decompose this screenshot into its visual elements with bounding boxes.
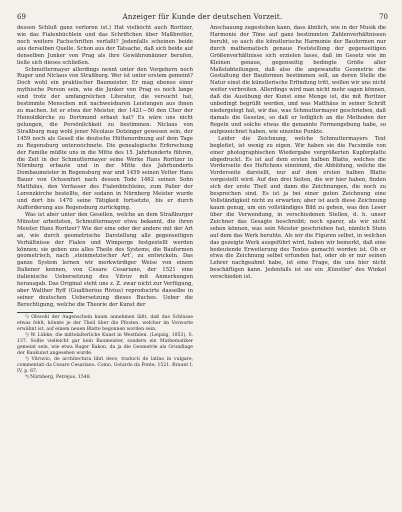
footnote-2: ²) W. Lübke, die mittelalterliche Kunst in Westfalen. (Leipzig, 1853), S. 137. Sollte vielleicht gar kein Baumeister, sondern ein Mathematiker gemeint sein, wie etwa Ruger Bakon, da ja die Geometrie als Grundlage der Baukunst angesehen wurde. <box>17 332 193 356</box>
footnotes <box>17 315 193 381</box>
right-column <box>210 25 386 503</box>
page-number-right: 70 <box>379 13 388 21</box>
page-header <box>17 12 388 22</box>
footnote-divider <box>17 312 73 313</box>
left-paragraph-1: dessen Schluß ganz verloren ist.) Hat vielleicht auch Roritzer, wie das Fialenbüchlein und das Schriftchen über Maßbretter, noch weitere Fachschriften verfaßt? Jedenfalls scheinen beide aus derselben Quelle. Schon aus der Tatsache, daß sich beide auf denselben Junker von Prag als ihre Gewährsmänner berufen, ließe sich dieses schließen. <box>17 25 193 66</box>
left-paragraph-2: Schmuttermayer allerdings nennt unter den Vorgehern noch Ruger und Niclaus von Straßburg. Wer ist unter erstem gemeint? Doch wohl ein praktischer Baumeister. Er mag ebenso einer mythische Person sein, wie die Junker von Prag es noch lange sind trotz der umfangreichen Literatur, die versucht hat, bestimmte Menschen mit nachweisbaren Leistungen aus ihnen zu machen. Ist er etwa der Meister, der 1421—50 den Chor der Heinoldkirche zu Dortmund erbaut hat? Es wäre uns nicht gelungen, die Persönlichkeit zu bestimmen. Niclaus von Straßburg mag wohl jener Nicolaus Dotzinger gewesen sein, der 1459 noch als Gesell die deutsche Hüttenordnung auf dem Tage zu Regensburg unterzeichnete. Die genealogische Erforschung der Familie müßte uns in die Mitte des 15. Jahrhunderts führen, die Zeit in der Schmuttermayer seine Werke Hans Roritzer in Nürnberg erbaute und in der Mitte des Jahrhunderts Dombaumeister in Regensburg war und 1459 seinen Vetter Hans Bauer von Ochsenfurt nach dessen Tode 1462 seinen Sohn Matthäus, den Verfasser des Fialenbüchleins, zum Palier der Lorenzkirche bestellte, der sodann in Nürnberg Meister wurde und dort bis 1470 seine Tätigkeit fortsetzte, bis er durch Aufforderung aus Regensburg zurückging. <box>17 66 193 211</box>
footnote-4: ⁴) Nürnberg, Petrejus, 1548. <box>25 374 92 380</box>
page-number-left: 69 <box>17 13 26 21</box>
left-paragraph-3: Was ist aber unter den Gesellen, welche an dem Straßburger Münster arbeiteten, Schmuttermayer etwa bekannt, die ihren Meister Hans Roritzer? Wie der eine oder der andere mit der Art an, wie durch geometrische Darstellung alle gegenseitigen Verhältnisse der Fialen und Wimperge festgestellt werden können; sie geben uns alles Theile des Systems, die Bauformen geometrisch, nach ‚steinmetzischer Art‘, zu entwickeln. Das ganze System lernen wir merkwürdiger Weise von einem Italiener kennen, von Cesare Cesariano, der 1521 eine italienische Uebersetzung des Vitruv mit Anmerkungen herausgab. Das Original steht uns z. Z. zwar nicht zur Verfügung, aber Walther Ryff (Gualtherius Rivius) reproducirte dasselbe in seiner deutschen Uebersetzung dieses Buches. Ueber die Berechtigung, welche die Theorie der Kunst der <box>17 211 193 308</box>
footnote-1: ¹) Obwohl der Augenschein kaum annehmen läßt, daß das Schlusse etwas fehlt, könnte je der Theil über die Pfosten, welcher im Vorworte erwähnt ist, auf einem neuen Blatte begonnen worden sein. <box>17 314 193 332</box>
right-paragraph-2: Leider die Zeichnung, welche Schmuttermayers Text begleitet, ist wenig zu eigen. Wir haben sie die Facsimile von einer photographischen Wiedergabe vergrößerten Kupferplatte abgedruckt. Es ist auf dem ersten halben Blatte, welches die Vorderseite des Heftchens einnimmt, die Abbildung, welche die Vorderseite darstellt, nur auf dem ersten halben Blatte vorgestellt wird. Auf den drei Seiten, die wir hier haben, finden sich der erste Theil und dann die Zeichnungen, die noch zu besprechen sind. Es ist ja bei einer guten Zeichnung eine Vollständigkeit nicht zu erwarten; aber ist auch diese Zeichnung kaum genug, um ein vollständiges Bild zu geben, was den Leser über die Verwendung, in verschiedenen Stellen, d. h. unser Zeichner das Gesagte beschreibt; noch sparer, als wir nicht sehen können, was sein Meister geschrieben hat, nämlich Stein auf dem das Werk beruhte. Als wir die Figuren selbst, in welchen das gezeigte Werk ausgeführt wird, haben wir bemerkt, daß eine bedeutende Erweiterung des Textes gemacht worden ist. Ob er etwa die Zeichnung selbst erfunden hat, oder ob er nur seinen Lehrer nachgeahmt habe, ist eine Frage, die uns hier nicht beschäftigen kann. Jedenfalls ist sie ein ‚Künstler‘ des Winkel verschieden ist. <box>210 135 386 281</box>
right-paragraph-1: Anschauung zugestehen kann, dass ähnlich, wie in der Musik die Harmonie der Töne auf ganz bestimmten Zahlenverhältnissen beruht, so auch die künstlerische Harmonie der Bauformen nur durch mathematisch genaue Feststellung der gegenseitigen Größenverhältnisse sich erzielen lasse, daß im Gesetz wie im Kleinen genaue, gegenseitig bedingte Größe aller Maßstabteilungen, daß also die angewandte Geometrie die Gestaltung der Bauformen bestimmen soll, an deren Stelle die Natur einst die künstlerische Erfindung tritt, wollen wir uns nicht weiter verbreiten. Allerdings wird man nicht mehr sagen können, daß die Ausübung der Kunst eine Menge ist, die mit Roritzer unbedingt begrüßt werden, und was Matthäus in seiner Schrift niedergelegt hat, wir das, was Schmuttermayer geschrieben, daß damals die Gesetze, so daß er lediglich an die Methoden der Regeln und solche etwas die genannte Formengebung habe, so aufgezeichnet haben, wie einzelne Punkte. <box>210 25 386 135</box>
footnote-3: ³) Vitruvio, de architectura libri dece, traducti de latino in vulgare, commentati da Cesare Cesariano. Como, Gotardo da Ponte, 1521. Braunt I, IV, p. 67. <box>17 356 193 374</box>
left-column <box>17 25 193 503</box>
journal-title: Anzeiger für Kunde der deutschen Vorzeit. <box>122 13 283 21</box>
page-body <box>17 25 388 506</box>
